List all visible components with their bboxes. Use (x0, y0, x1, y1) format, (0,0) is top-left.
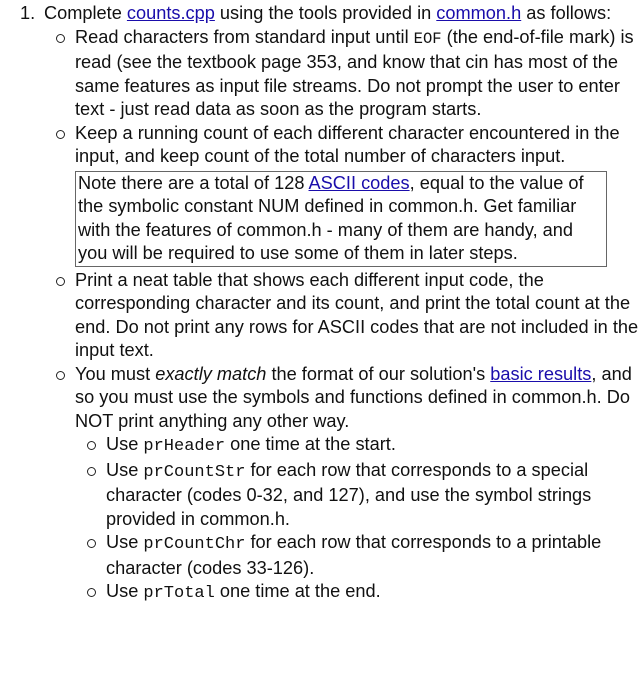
eof-code: EOF (413, 29, 442, 48)
sub-bullet-prtotal (75, 580, 643, 606)
note-text-end: , equal to the value of the symbolic constant NUM defined in common.h. Get familiar with the features of common.h - many of them are handy, and you will be required to use some of them in later steps. (78, 172, 584, 263)
emphasis-text: exactly match (155, 363, 267, 384)
intro-text-mid: using the tools provided in (214, 3, 437, 23)
sub-bullet-prcountchr (75, 531, 643, 580)
sub-bullet-prheader (75, 433, 643, 459)
sub-bullet-prcountstr (75, 459, 643, 532)
item-number: 1. (20, 3, 36, 23)
intro-text-end: as follows: (521, 3, 612, 23)
sub-text-end: for each row that corresponds to a printable character (codes 33-126). (106, 532, 602, 578)
sub-text-end: one time at the start. (225, 434, 396, 454)
bullet-text: Read characters from standard input until (75, 26, 414, 47)
counts-cpp-link[interactable]: counts.cpp (126, 3, 215, 23)
bullet-print-table (44, 269, 643, 363)
sub-text: Use (106, 434, 144, 454)
prcountchr-code: prCountChr (143, 535, 246, 554)
bullet-text-mid: the format of our solution's (266, 363, 491, 384)
sub-text-end: one time at the end. (214, 581, 381, 601)
item-intro (44, 2, 643, 26)
ascii-codes-link[interactable]: ASCII codes (308, 172, 410, 193)
common-h-link[interactable]: common.h (436, 3, 522, 23)
bullet-text: Print a neat table that shows each different input code, the corresponding character and its count, and print the total count at the end. Do not print any rows for ASCII codes that are not included in the input text. (75, 269, 639, 360)
bullet-list (44, 26, 643, 606)
prcountstr-code: prCountStr (143, 462, 246, 482)
sub-text: Use (106, 459, 144, 480)
sub-bullet-list (75, 433, 643, 606)
bullet-text: You must (75, 363, 156, 384)
sub-text-end: for each row that corresponds to a special character (codes 0-32, and 127), and use the symbol strings provided in common.h. (106, 459, 592, 529)
note-text: Note there are a total of 128 (78, 172, 309, 193)
prheader-code: prHeader (143, 437, 226, 456)
bullet-text-end: , and so you must use the symbols and functions defined in common.h. Do NOT print anything any other way. (75, 363, 632, 431)
intro-text: Complete (44, 3, 127, 23)
bullet-text: Keep a running count of each different character encountered in the input, and keep count of the total number of characters input. (75, 122, 620, 166)
sub-text: Use (106, 532, 144, 552)
sub-text: Use (106, 581, 144, 601)
prtotal-code: prTotal (143, 584, 215, 603)
bullet-read-input (44, 26, 643, 122)
bullet-text-end: (the end-of-file mark) is read (see the textbook page 353, and know that cin has most of the same features as input file streams. Do not prompt the user to enter text - just read data as soon as the program starts. (75, 26, 634, 119)
basic-results-link[interactable]: basic results (490, 363, 592, 384)
note-box (75, 171, 607, 267)
bullet-match-format (44, 363, 643, 606)
bullet-keep-count (44, 122, 643, 267)
